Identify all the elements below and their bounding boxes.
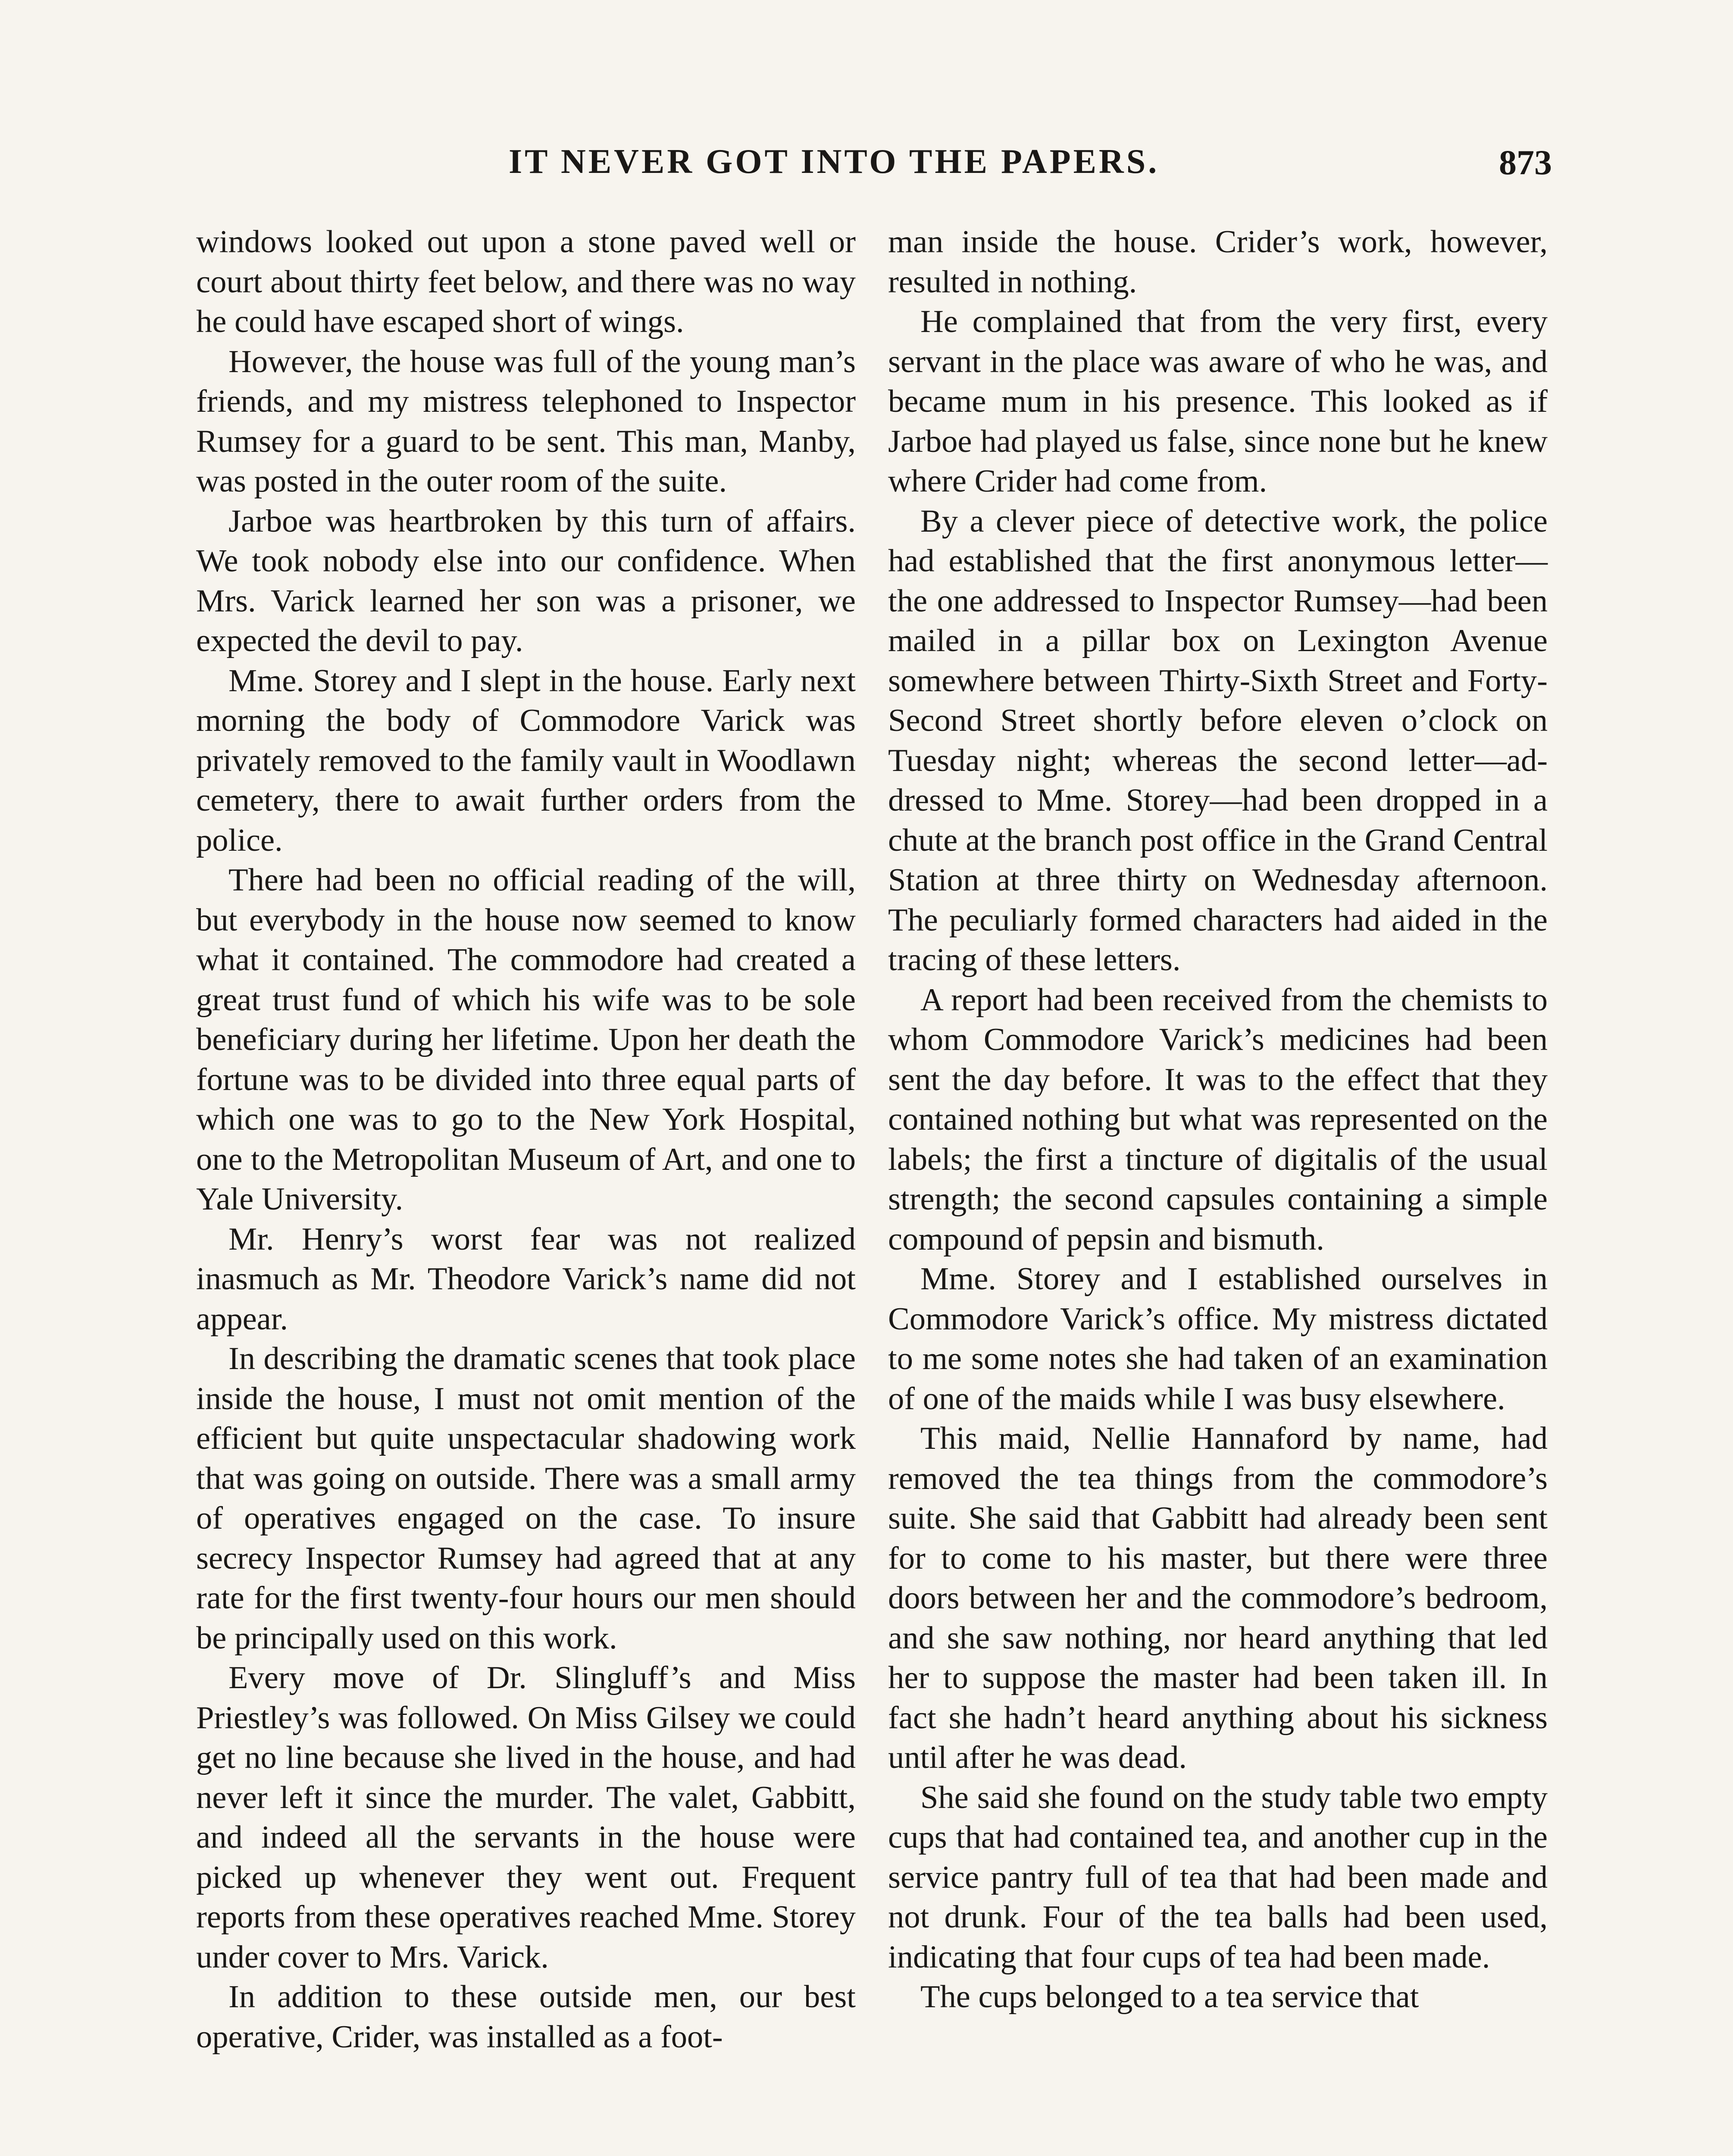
paragraph: However, the house was full of the young man’s friends, and my mistress telephoned to Inspector Rumsey for a guard to be sent. This man, Manby, was posted in the outer room of the suite. bbox=[196, 344, 856, 499]
paragraph: He complained that from the very first, every servant in the place was aware of who he was, and became mum in his presence. This looked as if Jarboe had played us false, since none but he knew where Crider had come from. bbox=[888, 304, 1548, 499]
paragraph: There had been no official reading of the will, but everybody in the house now seemed to know what it contained. The commodore had created a great trust fund of which his wife was to be sole beneficiary during her lifetime. Upon her death the fortune was to be divided into three equal parts of which one was to go to the New York Hospital, one to the Metropolitan Museum of Art, and one to Yale University. bbox=[196, 862, 856, 1217]
paragraph: Jarboe was heartbroken by this turn of affairs. We took nobody else into our confidence. When Mrs. Varick learned her son was a prisoner, we expected the devil to pay. bbox=[196, 503, 856, 658]
paragraph: Mr. Henry’s worst fear was not realized inasmuch as Mr. Theodore Varick’s name did not appear. bbox=[196, 1221, 856, 1337]
paragraph: Every move of Dr. Slingluff’s and Miss Priestley’s was followed. On Miss Gilsey we could get no line because she lived in the house, and had never left it since the murder. The valet, Gabbitt, and indeed all the servants in the house were picked up whenever they went out. Frequent reports from these operatives reached Mme. Storey under cover to Mrs. Varick. bbox=[196, 1660, 856, 1975]
paragraph: Mme. Storey and I established ourselves in Commodore Varick’s office. My mistress dictated to me some notes she had taken of an examination of one of the maids while I was busy elsewhere. bbox=[888, 1261, 1548, 1416]
paragraph: windows looked out upon a stone paved well or court about thirty feet below, and there was no way he could have escaped short of wings. bbox=[196, 224, 856, 339]
running-title: IT NEVER GOT INTO THE PAPERS. bbox=[509, 143, 1160, 181]
paragraph: Mme. Storey and I slept in the house. Early next morning the body of Commodore Varick was privately removed to the family vault in Woodlawn cemetery, there to await further orders from the police. bbox=[196, 663, 856, 858]
right-column bbox=[888, 222, 1548, 2017]
page-number: 873 bbox=[1499, 143, 1552, 182]
paragraph: This maid, Nellie Hannaford by name, had removed the tea things from the commodore’s suite. She said that Gabbitt had already been sent for to come to his master, but there were three doors between her and the commodore’s bedroom, and she saw nothing, nor heard anything that led her to suppose the master had been taken ill. In fact she hadn’t heard anything about his sickness until after he was dead. bbox=[888, 1421, 1548, 1775]
paragraph: man inside the house. Crider’s work, however, resulted in nothing. bbox=[888, 224, 1548, 300]
paragraph: In describing the dramatic scenes that took place inside the house, I must not omit mention of the efficient but quite unspectacular shadowing work that was going on outside. There was a small army of operatives engaged on the case. To insure secrecy Inspector Rumsey had agreed that at any rate for the first twenty-four hours our men should be principally used on this work. bbox=[196, 1341, 856, 1656]
paragraph: The cups belonged to a tea service that bbox=[920, 1979, 1419, 2015]
paragraph: By a clever piece of detective work, the police had established that the first anonymous letter—the one addressed to Inspector Rumsey—had been mailed in a pillar box on Lexington Avenue somewhere between Thirty-Sixth Street and Forty-Second Street shortly before eleven o’clock on Tuesday night; whereas the second letter—addressed to Mme. Storey—had been dropped in a chute at the branch post office in the Grand Central Station at three thirty on Wednesday afternoon. The peculiarly formed characters had aided in the tracing of these letters. bbox=[888, 503, 1548, 978]
paragraph: In addition to these outside men, our best operative, Crider, was installed as a foot- bbox=[196, 1979, 856, 2055]
paragraph: She said she found on the study table two empty cups that had contained tea, and another cup in the service pantry full of tea that had been made and not drunk. Four of the tea balls had been used, indicating that four cups of tea had been made. bbox=[888, 1780, 1548, 1975]
paragraph: A report had been received from the chemists to whom Commodore Varick’s medicines had been sent the day before. It was to the effect that they contained nothing but what was represented on the labels; the first a tincture of digitalis of the usual strength; the second capsules containing a simple compound of pepsin and bismuth. bbox=[888, 982, 1548, 1257]
left-column bbox=[196, 222, 856, 2057]
page-header bbox=[509, 142, 1552, 194]
